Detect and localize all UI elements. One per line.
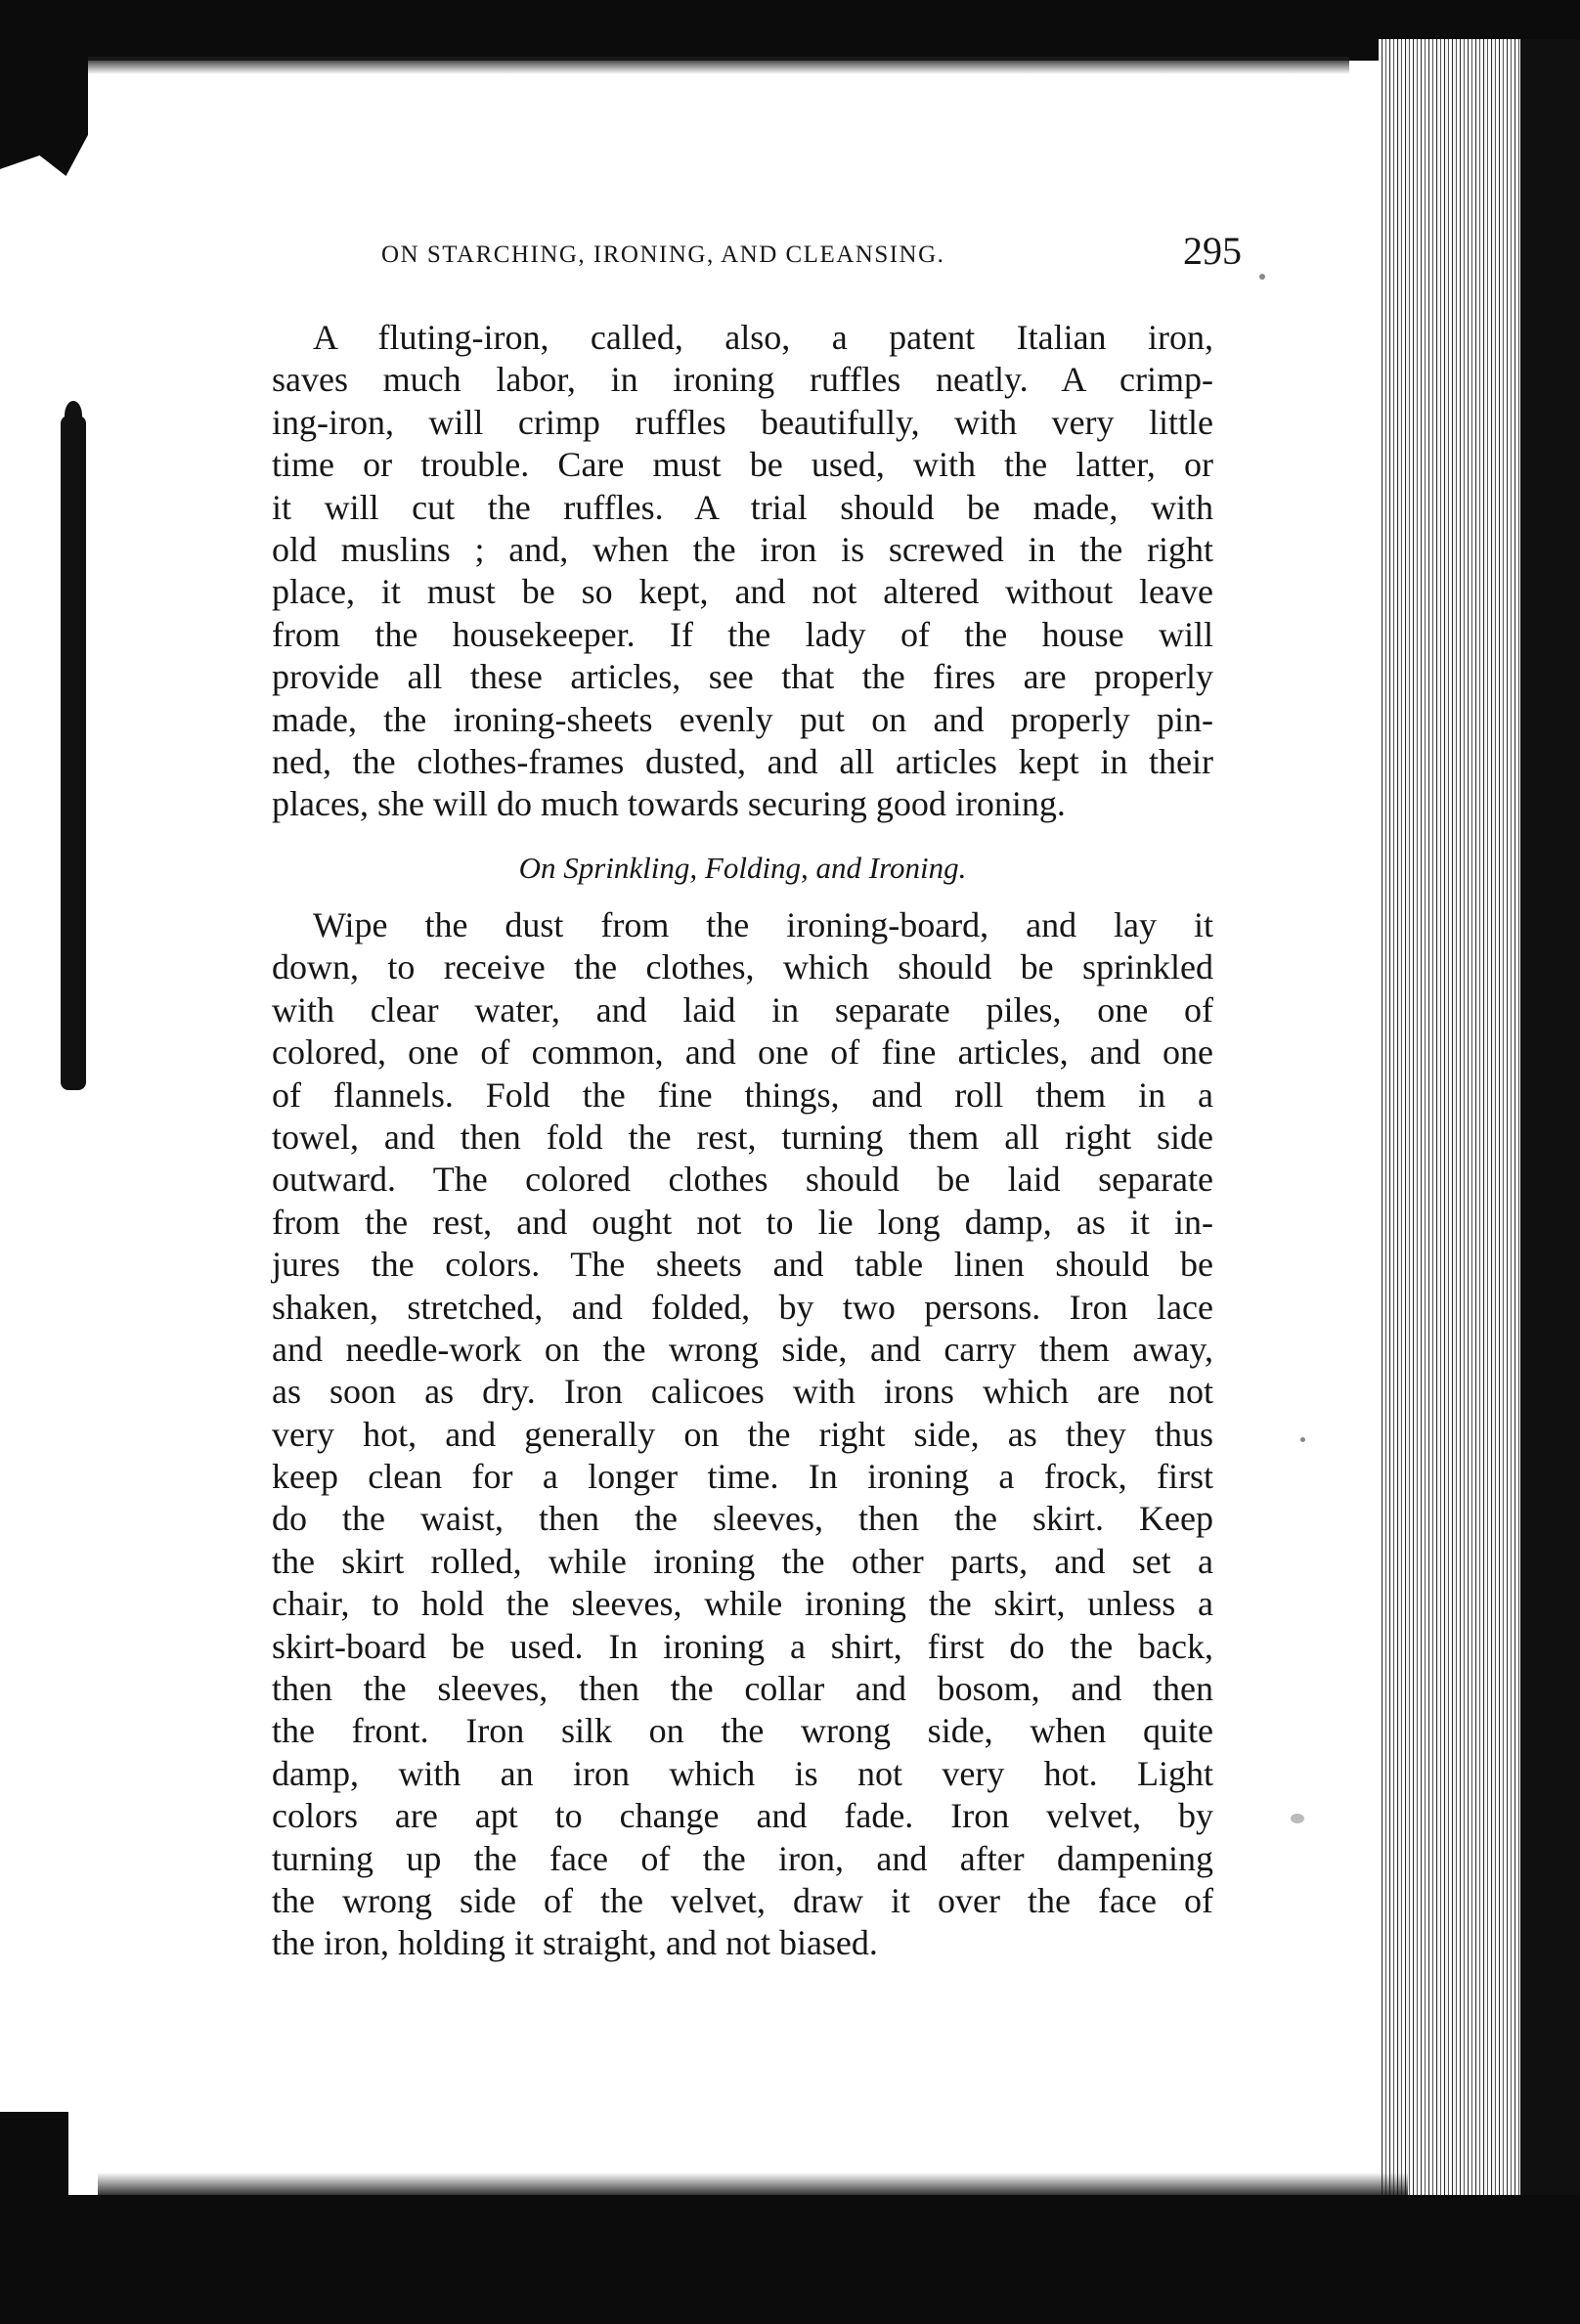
scan-speck [1259,274,1265,280]
text-line: keep clean for a longer time. In ironing a frock, first [272,1457,1213,1497]
text-line: very hot, and generally on the right side, as they thus [272,1414,1213,1454]
running-head: ON STARCHING, IRONING, AND CLEANSING. [381,241,945,268]
text-line: shaken, stretched, and folded, by two persons. Iron lace [272,1287,1213,1327]
text-line: down, to receive the clothes, which should be sprinkled [272,947,1213,987]
paragraph-sprinkling-ironing [272,904,1213,1965]
text-line: the iron, holding it straight, and not biased. [272,1923,878,1963]
scan-top-border [0,0,1580,61]
text-line: do the waist, then the sleeves, then the skirt. Keep [272,1499,1213,1539]
scan-right-border [1520,39,1580,2324]
text-line: of flannels. Fold the fine things, and roll them in a [272,1074,1213,1115]
text-line: saves much labor, in ironing ruffles neatly. A crimp- [272,360,1213,400]
text-line: the skirt rolled, while ironing the other parts, and set a [272,1541,1213,1581]
text-line: towel, and then fold the rest, turning them all right side [272,1117,1213,1157]
text-line: old muslins ; and, when the iron is screwed in the right [272,529,1213,569]
text-line: place, it must be so kept, and not altered without leave [272,572,1213,612]
text-line: ned, the clothes-frames dusted, and all articles kept in their [272,741,1213,781]
text-line: chair, to hold the sleeves, while ironing the skirt, unless a [272,1584,1213,1624]
text-line: ing-iron, will crimp ruffles beautifully, with very little [272,402,1213,442]
text-line: places, she will do much towards securing good ironing. [272,784,1066,824]
text-line: from the housekeeper. If the lady of the house will [272,614,1213,654]
text-line: Wipe the dust from the ironing-board, and lay it [313,905,1213,944]
scan-left-lower-corner [0,2112,68,2324]
text-line: turning up the face of the iron, and after dampening [272,1838,1213,1878]
text-line: the front. Iron silk on the wrong side, when quite [272,1711,1213,1751]
scan-top-shadow [88,57,1349,74]
text-line: colors are apt to change and fade. Iron velvet, by [272,1796,1213,1836]
text-line: and needle-work on the wrong side, and carry them away, [272,1329,1213,1369]
text-line: made, the ironing-sheets evenly put on and properly pin- [272,699,1213,739]
text-line: provide all these articles, see that the fires are properly [272,657,1213,697]
page-header [381,228,1242,277]
text-line: then the sleeves, then the collar and bosom, and then [272,1669,1213,1709]
scan-speck [1300,1437,1305,1442]
page-number: 295 [1183,229,1242,273]
text-line: it will cut the ruffles. A trial should be made, with [272,487,1213,527]
text-line: outward. The colored clothes should be laid separate [272,1160,1213,1200]
text-line: colored, one of common, and one of fine articles, and one [272,1032,1213,1073]
text-line: A fluting-iron, called, also, a patent Italian iron, [313,318,1213,357]
text-line: skirt-board be used. In ironing a shirt, first do the back, [272,1626,1213,1666]
scan-left-corner [0,39,88,176]
text-line: jures the colors. The sheets and table linen should be [272,1245,1213,1285]
paragraph-fluting-iron [272,317,1213,826]
text-line: damp, with an iron which is not very hot. Light [272,1753,1213,1793]
scan-speck [1291,1814,1304,1823]
text-line: from the rest, and ought not to lie long damp, as it in- [272,1202,1213,1242]
text-line: the wrong side of the velvet, draw it over the face of [272,1880,1213,1920]
text-line: as soon as dry. Iron calicoes with irons which are not [272,1372,1213,1412]
scan-bottom-border [0,2195,1580,2324]
section-subheading: On Sprinkling, Folding, and Ironing. [518,851,967,885]
text-line: with clear water, and laid in separate piles, one of [272,989,1213,1030]
text-line: time or trouble. Care must be used, with the latter, or [272,445,1213,485]
scan-left-mark [61,416,86,1090]
